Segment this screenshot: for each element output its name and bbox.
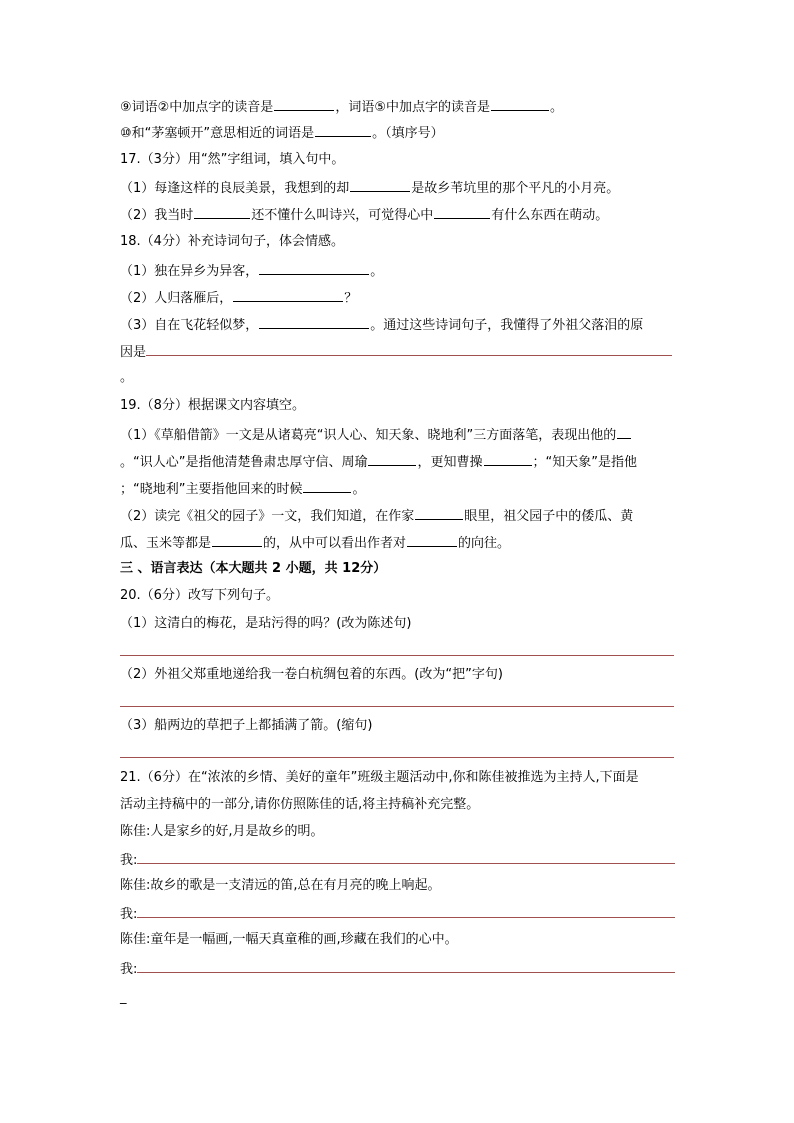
answer-line[interactable] [137,849,675,864]
q18-item-3-end: 。 [120,370,134,385]
q16-line9: ⑨词语②中加点字的读音是 ，词语⑤中加点字的读音是 。 [120,96,676,116]
answer-blank[interactable] [434,204,490,219]
q19-item-1-line3: ；“晓地利”主要指他回来的时候 。 [120,478,676,498]
q19-item-2-line1: （2）读完《祖父的园子》一文，我们知道，在作家 眼里，祖父园子中的倭瓜、黄 [120,505,676,525]
answer-line[interactable] [137,903,675,918]
answer-line[interactable] [120,706,674,707]
answer-line[interactable] [146,341,672,356]
answer-blank[interactable] [491,96,549,111]
q21-me-2: 我: [120,903,676,923]
answer-line[interactable] [137,958,675,973]
q21-chen-1: 陈佳:人是家乡的好,月是故乡的明。 [120,824,324,839]
answer-blank[interactable] [259,314,369,329]
q19-item-1-line1: （1）《草船借箭》一文是从诸葛亮“识人心、知天象、晓地利”三方面落笔，表现出他的 [120,424,676,444]
q21-tail: _ [120,990,127,1005]
answer-blank[interactable] [368,451,416,466]
answer-blank[interactable] [407,532,457,547]
q19-item-2-line2: 瓜、玉米等都是 的，从中可以看出作者对 的向往。 [120,532,676,552]
q18-item-2: （2）人归落雁后， ？ [120,287,676,307]
answer-blank[interactable] [484,451,532,466]
q17-heading: 17.（3分）用“然”字组词，填入句中。 [120,152,345,167]
answer-blank[interactable] [350,177,410,192]
answer-blank[interactable] [415,505,463,520]
answer-line[interactable] [120,655,674,656]
answer-blank[interactable] [233,287,343,302]
q20-item-2: （2）外祖父郑重地递给我一卷白杭绸包着的东西。(改为“把”字句) [120,667,503,682]
answer-blank[interactable] [303,478,351,493]
q21-heading-2: 活动主持稿中的一部分,请你仿照陈佳的话,将主持稿补充完整。 [120,797,480,812]
q21-me-1: 我: [120,849,676,869]
answer-blank[interactable] [617,424,631,439]
section-title: 三 、语言表达（本大题共 2 小题，共 12分） [120,561,387,576]
q17-item-2: （2）我当时 还不懂什么叫诗兴，可觉得心中 有什么东西在萌动。 [120,204,676,224]
q20-item-1: （1）这清白的梅花，是玷污得的吗？(改为陈述句) [120,616,412,631]
answer-blank[interactable] [315,122,371,137]
q18-item-3: （3）自在飞花轻似梦， 。通过这些诗词句子，我懂得了外祖父落泪的原 [120,314,676,334]
answer-blank[interactable] [212,532,262,547]
q21-heading-1: 21.（6分）在“浓浓的乡情、美好的童年”班级主题活动中,你和陈佳被推选为主持人,下面是 [120,770,639,785]
q18-item-3-cont: 因是 [120,341,676,361]
q18-heading: 18.（4分）补充诗词句子，体会情感。 [120,234,344,249]
q18-item-1: （1）独在异乡为异客， 。 [120,260,676,280]
answer-line[interactable] [120,757,674,758]
q20-heading: 20.（6分）改写下列句子。 [120,588,279,603]
q21-chen-2: 陈佳:故乡的歌是一支清远的笛,总在有月亮的晚上响起。 [120,878,441,893]
q21-me-3: 我: [120,958,676,978]
q19-item-1-line2: 。“识人心”是指他清楚鲁肃忠厚守信、周瑜 ，更知曹操 ；“知天象”是指他 [120,451,676,471]
q20-item-3: （3）船两边的草把子上都插满了箭。(缩句) [120,718,373,733]
answer-blank[interactable] [259,260,369,275]
q19-heading: 19.（8分）根据课文内容填空。 [120,398,305,413]
q21-chen-3: 陈佳:童年是一幅画,一幅天真童稚的画,珍藏在我们的心中。 [120,932,458,947]
answer-blank[interactable] [194,204,250,219]
q17-item-1: （1）每逢这样的良辰美景，我想到的却 是故乡苇坑里的那个平凡的小月亮。 [120,177,676,197]
answer-blank[interactable] [274,96,334,111]
q16-line10: ⑩和“茅塞顿开”意思相近的词语是 。（填序号） [120,122,676,142]
